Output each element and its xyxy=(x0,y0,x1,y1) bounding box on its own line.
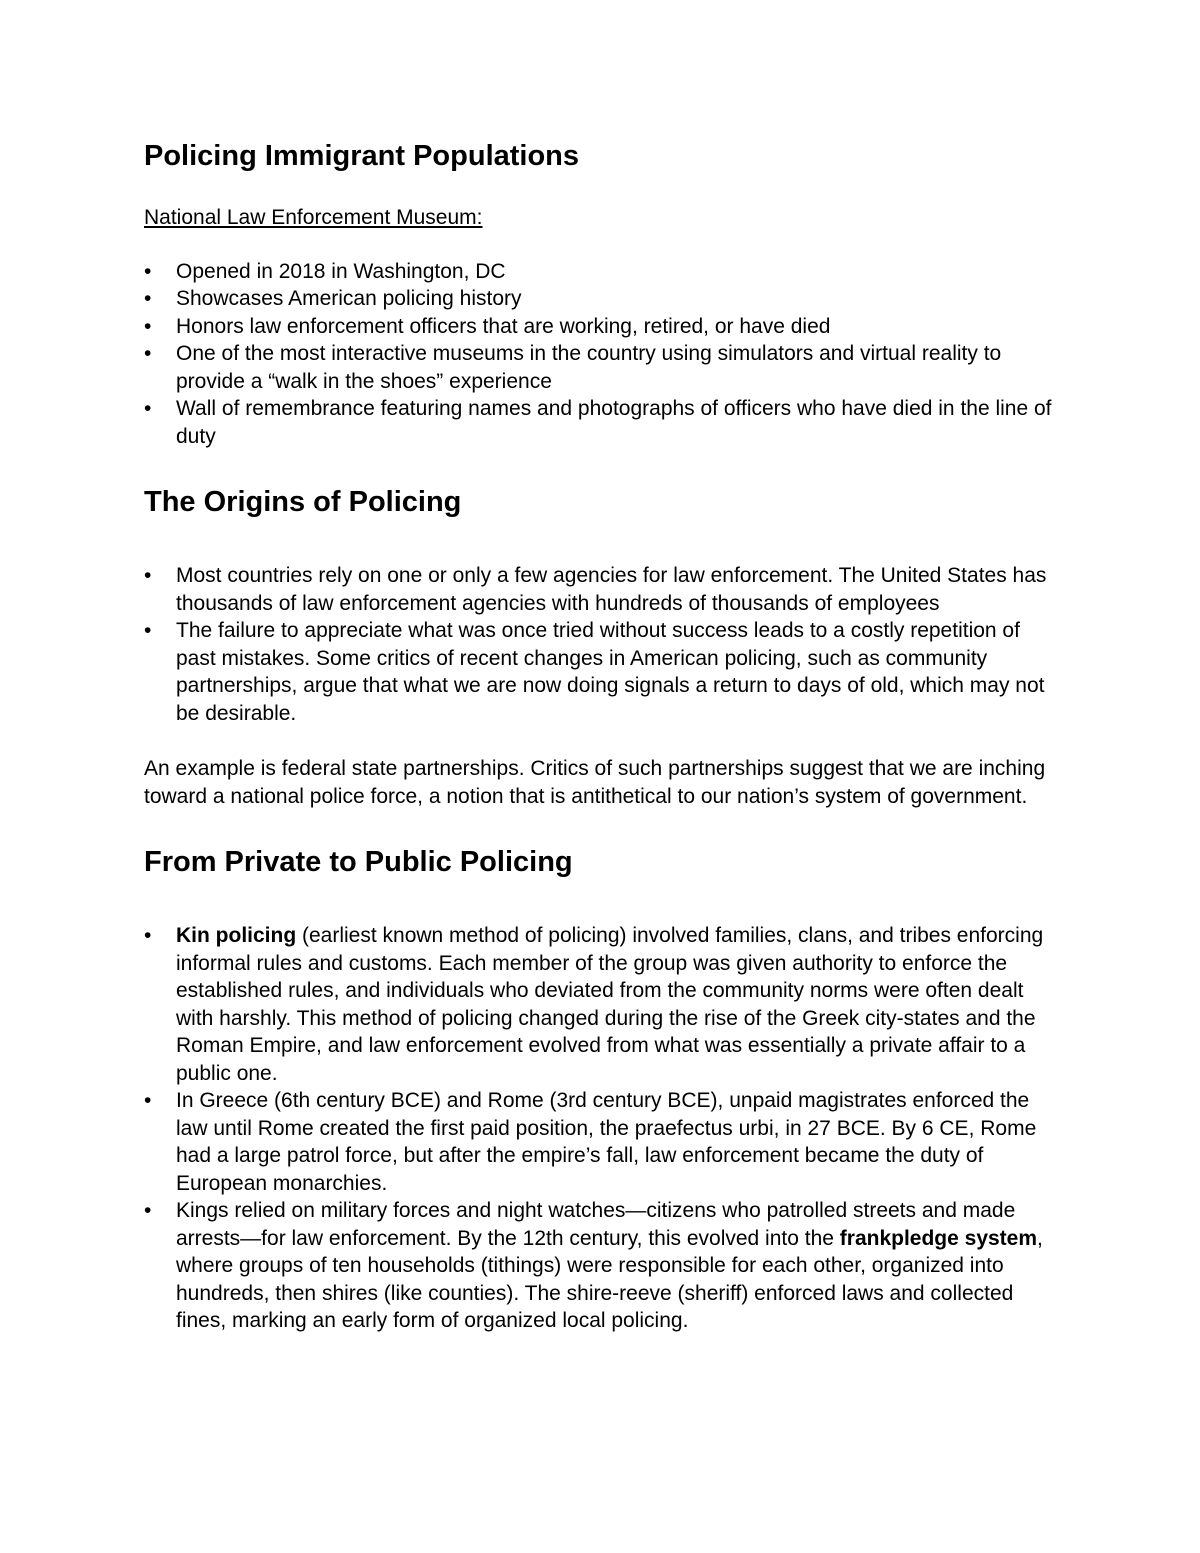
list-item-text: Showcases American policing history xyxy=(176,287,522,310)
list-item xyxy=(144,617,1064,727)
bullet-icon: • xyxy=(144,564,152,587)
list-item xyxy=(144,313,1064,341)
private-public-bullet-list xyxy=(144,922,1064,1335)
list-item xyxy=(144,395,1064,450)
subheading-museum: National Law Enforcement Museum: xyxy=(144,206,483,229)
heading-origins-of-policing: The Origins of Policing xyxy=(144,486,462,518)
document-page xyxy=(144,138,1064,1335)
list-item-text: Opened in 2018 in Washington, DC xyxy=(176,259,506,283)
bullet-icon: • xyxy=(144,1199,152,1222)
list-item xyxy=(144,1087,1064,1197)
list-item xyxy=(144,285,1064,313)
federal-partnerships-paragraph: An example is federal state partnerships. Critics of such partnerships suggest that we are inching toward a national police force, a notion that is antithetical to our nation’s system of government. xyxy=(144,757,1046,808)
bullet-icon: • xyxy=(144,924,152,947)
list-item xyxy=(144,258,1064,286)
origins-bullet-list xyxy=(144,562,1064,727)
bullet-icon: • xyxy=(144,619,152,642)
bullet-icon: • xyxy=(144,259,152,283)
list-item-text: Most countries rely on one or only a few agencies for law enforcement. The United States has thousands of law enforcement agencies with hundreds of thousands of employees xyxy=(176,564,1047,615)
list-item-text: In Greece (6th century BCE) and Rome (3rd century BCE), unpaid magistrates enforced the law until Rome created the first paid position, the praefectus urbi, in 27 BCE. By 6 CE, Rome had a large patrol force, but after the empire’s fall, law enforcement became the duty of European monarchies. xyxy=(176,1089,1037,1195)
list-item-text: Wall of remembrance featuring names and photographs of officers who have died in the line of duty xyxy=(176,397,1052,448)
bullet-icon: • xyxy=(144,314,152,338)
museum-bullet-list xyxy=(144,258,1064,451)
list-item xyxy=(144,562,1064,617)
term-kin-policing: Kin policing xyxy=(176,924,297,947)
bullet-icon: • xyxy=(144,397,152,420)
list-item-text: , where groups of ten households (tithings) were responsible for each other, organized into hundreds, then shires (like counties). The shire-reeve (sheriff) enforced laws and collected fines, marking an early form of organized local policing. xyxy=(176,1226,1043,1332)
bullet-icon: • xyxy=(144,1089,152,1112)
list-item xyxy=(144,340,1064,395)
bullet-icon: • xyxy=(144,342,152,365)
list-item-text: The failure to appreciate what was once tried without success leads to a costly repetition of past mistakes. Some critics of recent changes in American policing, such as community partnerships, argue that what we are now doing signals a return to days of old, which may not be desirable. xyxy=(176,619,1045,725)
list-item-text: One of the most interactive museums in the country using simulators and virtual reality to provide a “walk in the shoes” experience xyxy=(176,342,1002,393)
list-item-text: Kings relied on military forces and night watches—citizens who patrolled streets and made arrests—for law enforcement. By the 12th century, this evolved into the xyxy=(176,1199,1016,1250)
term-frankpledge-system: frankpledge system xyxy=(839,1226,1038,1250)
list-item xyxy=(144,1197,1064,1335)
heading-policing-immigrant-populations: Policing Immigrant Populations xyxy=(144,140,580,172)
heading-private-to-public-policing: From Private to Public Policing xyxy=(144,846,573,878)
list-item-text: Honors law enforcement officers that are working, retired, or have died xyxy=(176,314,831,338)
bullet-icon: • xyxy=(144,287,152,310)
list-item xyxy=(144,922,1064,1087)
list-item-text: (earliest known method of policing) involved families, clans, and tribes enforcing informal rules and customs. Each member of the group was given authority to enforce the established rules, and individuals who deviated from the community norms were often dealt with harshly. This method of policing changed during the rise of the Greek city-states and the Roman Empire, and law enforcement evolved from what was essentially a private affair to a public one. xyxy=(176,924,1044,1085)
